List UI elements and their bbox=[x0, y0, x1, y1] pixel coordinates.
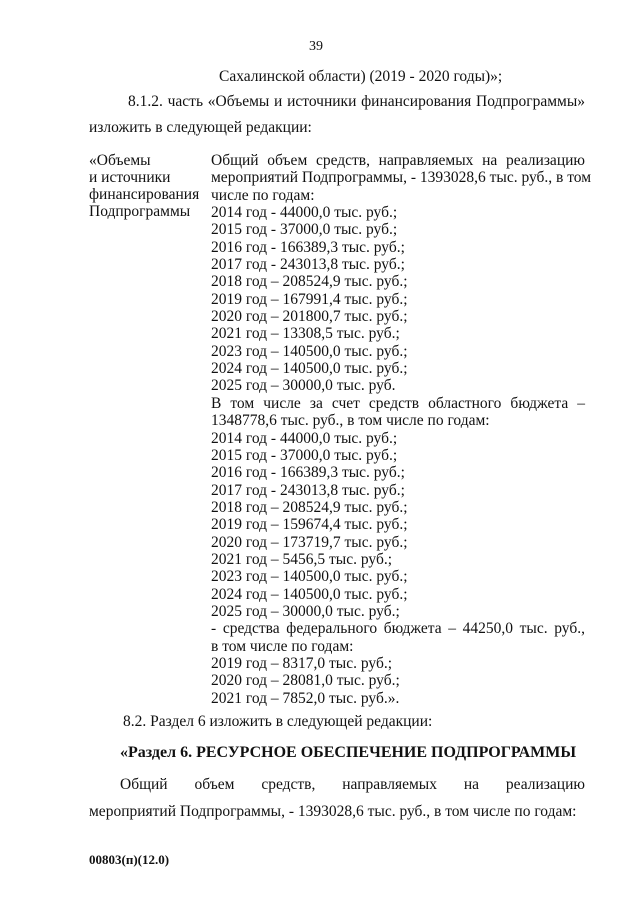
total-word: направляемых bbox=[342, 776, 437, 793]
funding-line: 2020 год – 28081,0 тыс. руб.; bbox=[211, 672, 400, 690]
section-82: 8.2. Раздел 6 изложить в следующей редакции: bbox=[123, 713, 433, 730]
total-word: Общий bbox=[120, 776, 168, 793]
funding-line: 2024 год – 140500,0 тыс. руб.; bbox=[211, 360, 408, 378]
funding-line: 2018 год – 208524,9 тыс. руб.; bbox=[211, 498, 408, 516]
total-word: объем bbox=[194, 776, 235, 793]
section-812-line1: 8.1.2. часть «Объемы и источники финансирования Подпрограммы» bbox=[128, 93, 585, 110]
funding-line: 2016 год - 166389,3 тыс. руб.; bbox=[211, 238, 405, 256]
section-heading: «Раздел 6. РЕСУРСНОЕ ОБЕСПЕЧЕНИЕ ПОДПРОГРАММЫ bbox=[120, 744, 577, 761]
funding-line: В том числе за счет средств областного бюджета – bbox=[211, 394, 585, 412]
continuation-line: Сахалинской области) (2019 - 2020 годы)»; bbox=[219, 68, 503, 85]
funding-line: 2019 год – 167991,4 тыс. руб.; bbox=[211, 290, 408, 308]
funding-line: 2017 год - 243013,8 тыс. руб.; bbox=[211, 481, 405, 499]
funding-line: 2016 год - 166389,3 тыс. руб.; bbox=[211, 464, 405, 482]
funding-line: 2023 год – 140500,0 тыс. руб.; bbox=[211, 342, 408, 360]
funding-line: 2021 год – 7852,0 тыс. руб.». bbox=[211, 689, 400, 707]
funding-line: 2014 год - 44000,0 тыс. руб.; bbox=[211, 204, 398, 222]
funding-line: 2020 год – 173719,7 тыс. руб.; bbox=[211, 533, 408, 551]
total-line1 bbox=[89, 776, 585, 793]
label-line: финансирования bbox=[89, 186, 200, 203]
total-word: средств, bbox=[261, 776, 316, 793]
table-right-column bbox=[211, 152, 592, 707]
funding-line: - средства федерального бюджета – 44250,0 тыс. руб., bbox=[211, 620, 585, 638]
section-812-line2: изложить в следующей редакции: bbox=[89, 119, 312, 136]
funding-line: 2014 год - 44000,0 тыс. руб.; bbox=[211, 429, 398, 447]
label-line: Подпрограммы bbox=[89, 203, 191, 220]
funding-line: 2025 год – 30000,0 тыс. руб.; bbox=[211, 602, 400, 620]
funding-line: в том числе по годам: bbox=[211, 637, 354, 655]
total-line2: мероприятий Подпрограммы, - 1393028,6 тыс. руб., в том числе по годам: bbox=[89, 803, 577, 820]
funding-line: 2019 год – 159674,4 тыс. руб.; bbox=[211, 516, 408, 534]
funding-line: мероприятий Подпрограммы, - 1393028,6 тыс. руб., в том bbox=[211, 169, 592, 187]
funding-line: числе по годам: bbox=[211, 186, 315, 204]
funding-line: 2015 год - 37000,0 тыс. руб.; bbox=[211, 446, 398, 464]
funding-line: 2017 год - 243013,8 тыс. руб.; bbox=[211, 256, 405, 274]
funding-line: 2015 год - 37000,0 тыс. руб.; bbox=[211, 221, 398, 239]
footer-code: 00803(п)(12.0) bbox=[89, 852, 170, 867]
funding-line: 2021 год – 5456,5 тыс. руб.; bbox=[211, 550, 393, 568]
funding-line: 1348778,6 тыс. руб., в том числе по годам: bbox=[211, 412, 490, 430]
funding-line: 2020 год – 201800,7 тыс. руб.; bbox=[211, 308, 408, 326]
funding-line: 2025 год – 30000,0 тыс. руб. bbox=[211, 377, 396, 395]
funding-line: Общий объем средств, направляемых на реализацию bbox=[211, 152, 585, 169]
page-number: 39 bbox=[309, 39, 323, 54]
label-line: «Объемы bbox=[89, 152, 151, 169]
funding-line: 2018 год – 208524,9 тыс. руб.; bbox=[211, 273, 408, 291]
funding-line: 2024 год – 140500,0 тыс. руб.; bbox=[211, 585, 408, 603]
total-word: на bbox=[463, 776, 480, 793]
label-line: и источники bbox=[89, 169, 171, 186]
funding-line: 2019 год – 8317,0 тыс. руб.; bbox=[211, 654, 393, 672]
total-word: реализацию bbox=[505, 776, 585, 793]
funding-line: 2023 год – 140500,0 тыс. руб.; bbox=[211, 568, 408, 586]
funding-line: 2021 год – 13308,5 тыс. руб.; bbox=[211, 325, 400, 343]
table-left-label bbox=[89, 152, 204, 220]
